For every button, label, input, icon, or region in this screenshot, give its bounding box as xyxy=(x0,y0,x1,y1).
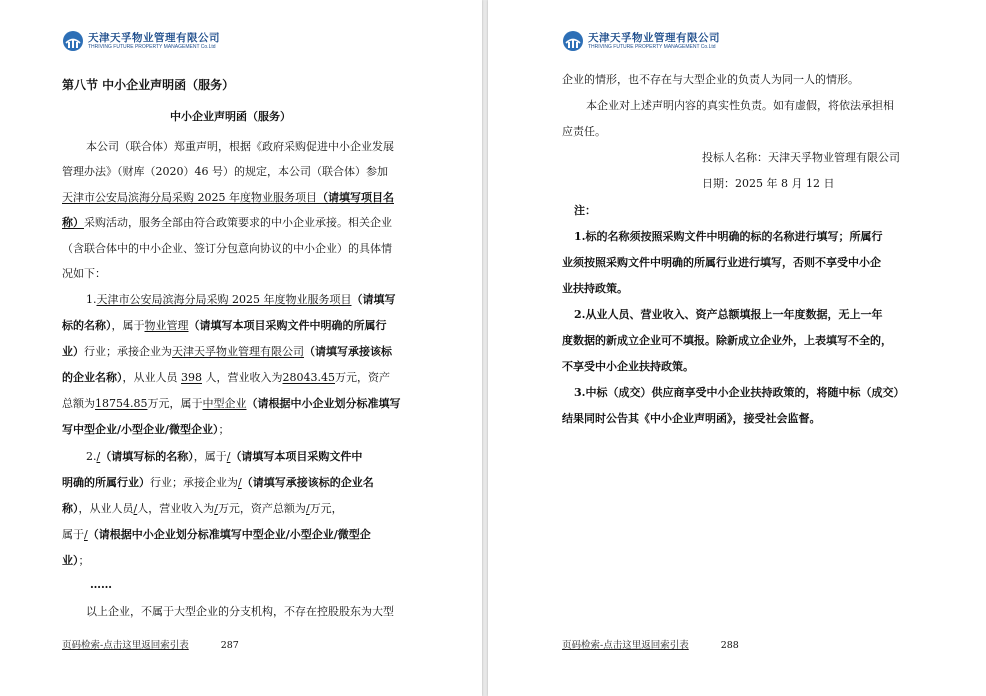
note-title: 注： xyxy=(574,204,596,217)
item1-staff: 398 xyxy=(181,371,202,384)
note1-line2: 业须按照采购文件中明确的所属行业进行填写，否则不享受中小企 xyxy=(562,256,881,269)
para1-line2: 管理办法》（财库（2020）46 号）的规定，本公司（联合体）参加 xyxy=(62,165,388,178)
section-heading: 第八节 中小企业声明函（服务） xyxy=(62,78,235,92)
logo-mark-icon xyxy=(62,30,84,52)
continuation-line3: 应责任。 xyxy=(562,125,606,138)
note2-line2: 度数据的新成立企业可不填报。除新成立企业外，上表填写不全的， xyxy=(562,334,892,347)
index-link[interactable]: 页码检索-点击这里返回索引表 xyxy=(562,640,689,651)
note3-line1: 3.中标（成交）供应商享受中小企业扶持政策的，将随中标（成交） xyxy=(574,386,905,399)
logo-mark-icon xyxy=(562,30,584,52)
item1-line1: 1.天津市公安局滨海分局采购 2025 年度物业服务项目（请填写 xyxy=(86,293,396,306)
item2-line4: 属于/（请根据中小企业划分标准填写中型企业/小型企业/微型企 xyxy=(62,528,371,541)
item2-line5: 业）； xyxy=(62,554,90,567)
para1-line3 xyxy=(62,191,394,205)
item1-revenue: 28043.45 xyxy=(282,371,335,384)
logo-name-cn: 天津天孚物业管理有限公司 xyxy=(588,32,720,44)
para1-line1: 本公司（联合体）郑重声明，根据《政府采购促进中小企业发展 xyxy=(86,140,394,153)
item1-line5: 总额为18754.85万元，属于中型企业（请根据中小企业划分标准填写 xyxy=(62,397,401,410)
item1-company: 天津天孚物业管理有限公司 xyxy=(172,345,304,358)
company-logo xyxy=(562,30,720,52)
document-page-right xyxy=(488,0,986,696)
index-link[interactable]: 页码检索-点击这里返回索引表 xyxy=(62,640,189,651)
note2-line1: 2.从业人员、营业收入、资产总额填报上一年度数据，无上一年 xyxy=(574,308,883,321)
closing-line: 以上企业，不属于大型企业的分支机构，不存在控股股东为大型 xyxy=(86,605,394,618)
item1-line3: 业）行业；承接企业为天津天孚物业管理有限公司（请填写承接该标 xyxy=(62,345,392,358)
footer-left xyxy=(62,640,239,652)
note1-line3: 业扶持政策。 xyxy=(562,282,628,295)
project-name: 天津市公安局滨海分局采购 2025 年度物业服务项目 xyxy=(62,191,317,204)
note2-line3: 不享受中小企业扶持政策。 xyxy=(562,360,694,373)
item1-size: 中型企业 xyxy=(202,397,247,410)
hint-project-name: （请填写项目名 xyxy=(317,191,394,204)
item1-line2: 标的名称），属于物业管理（请填写本项目采购文件中明确的所属行 xyxy=(62,319,387,332)
item1-project: 天津市公安局滨海分局采购 2025 年度物业服务项目 xyxy=(96,293,352,306)
document-page-left xyxy=(0,0,482,696)
para1-line6: 况如下： xyxy=(62,267,106,280)
logo-name-en: THRIVING FUTURE PROPERTY MANAGEMENT Co.Ltd xyxy=(88,44,216,50)
page-number: 287 xyxy=(220,640,239,651)
continuation-line2: 本企业对上述声明内容的真实性负责。如有虚假，将依法承担相 xyxy=(586,99,894,112)
doc-title: 中小企业声明函（服务） xyxy=(170,110,291,123)
page-number: 288 xyxy=(720,640,739,651)
item1-assets: 18754.85 xyxy=(95,397,148,410)
para1-line4: 称）采购活动，服务全部由符合政策要求的中小企业承接。相关企业 xyxy=(62,216,392,229)
item2-line2: 明确的所属行业）行业；承接企业为/（请填写承接该标的企业名 xyxy=(62,476,374,489)
note1-line1: 1.标的名称须按照采购文件中明确的标的名称进行填写；所属行 xyxy=(574,230,883,243)
company-logo xyxy=(62,30,220,52)
logo-name-en: THRIVING FUTURE PROPERTY MANAGEMENT Co.Ltd xyxy=(588,44,716,50)
declaration-date: 日期：2025 年 8 月 12 日 xyxy=(702,177,835,190)
continuation-line1: 企业的情形，也不存在与大型企业的负责人为同一人的情形。 xyxy=(562,73,859,86)
ellipsis: …… xyxy=(90,578,112,591)
note3-line2: 结果同时公告其《中小企业声明函》，接受社会监督。 xyxy=(562,412,821,425)
item1-line6: 写中型企业/小型企业/微型企业）； xyxy=(62,423,230,436)
item2-line1: 2./（请填写标的名称），属于/（请填写本项目采购文件中 xyxy=(86,450,363,463)
logo-name-cn: 天津天孚物业管理有限公司 xyxy=(88,32,220,44)
para1-line5: （含联合体中的中小企业、签订分包意向协议的中小企业）的具体情 xyxy=(62,242,392,255)
item1-industry: 物业管理 xyxy=(144,319,189,332)
footer-right xyxy=(562,640,739,652)
bidder-name: 投标人名称：天津天孚物业管理有限公司 xyxy=(702,151,900,164)
item1-line4: 的企业名称），从业人员 398 人，营业收入为28043.45万元，资产 xyxy=(62,371,390,384)
item2-line3: 称），从业人员/人，营业收入为/万元，资产总额为/万元， xyxy=(62,502,343,515)
